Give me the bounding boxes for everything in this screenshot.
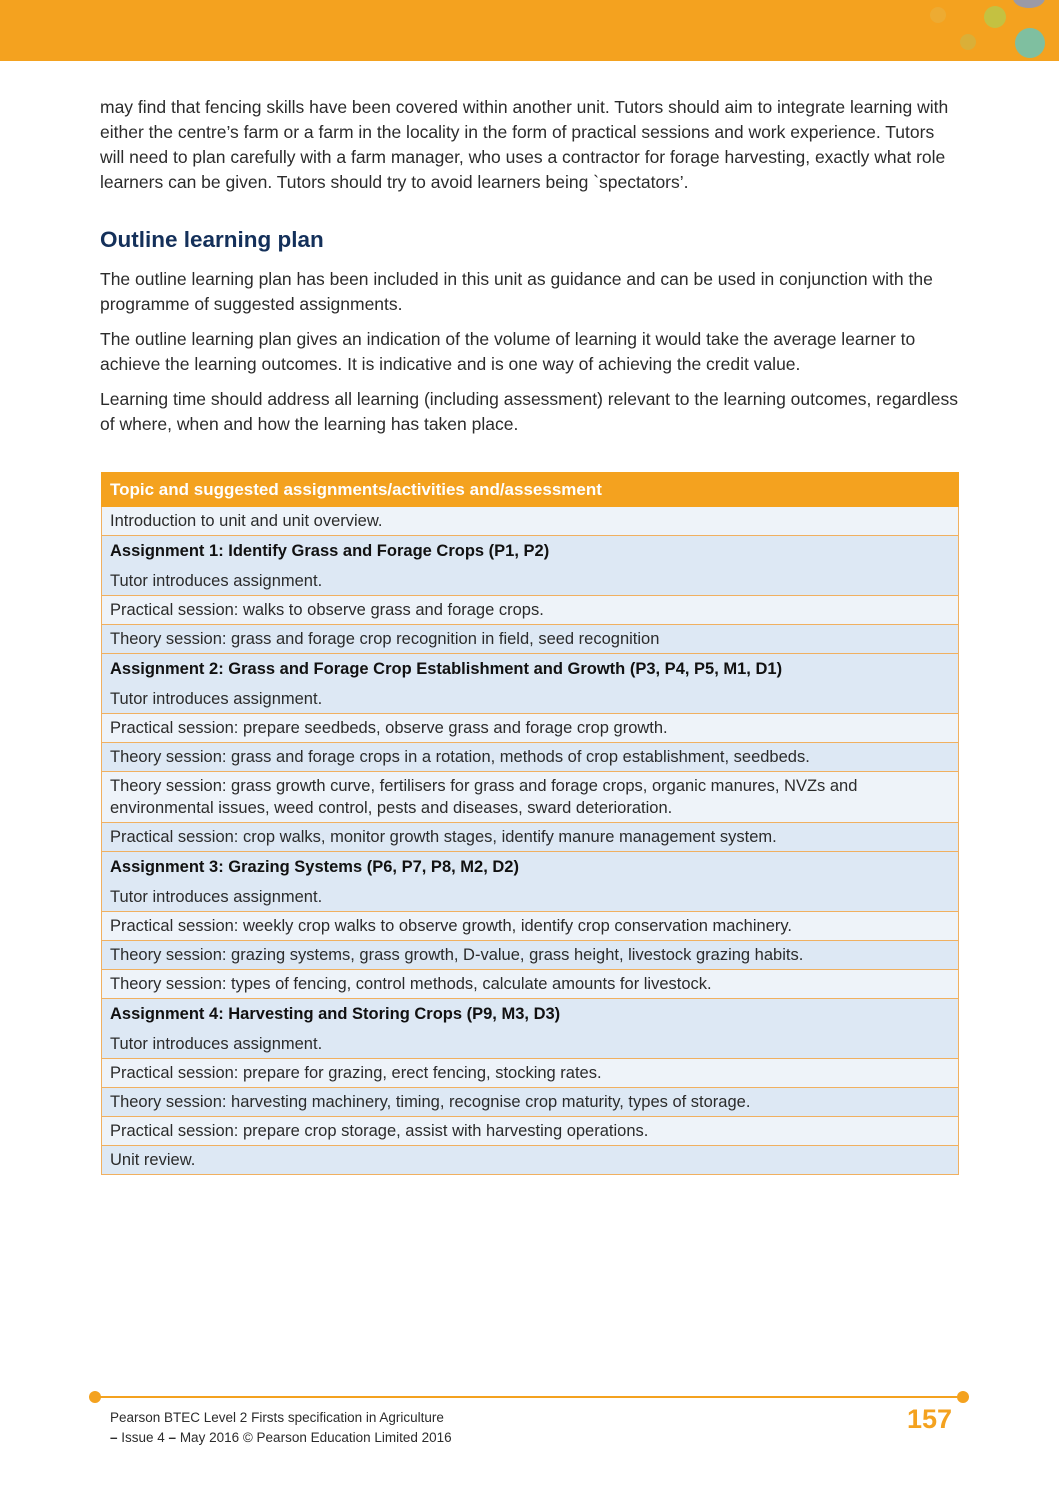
table-header-row (102, 473, 959, 507)
table-cell: Introduction to unit and unit overview. (102, 507, 959, 536)
footer-rule-dot-right (957, 1391, 969, 1403)
assignment-title: Assignment 4: Harvesting and Storing Crops (P9, M3, D3) (102, 999, 959, 1032)
assignment-intro: Tutor introduces assignment. (102, 1031, 959, 1059)
table-row (102, 714, 959, 743)
table-cell: Practical session: crop walks, monitor growth stages, identify manure management system. (102, 823, 959, 852)
paragraph-3: Learning time should address all learning (including assessment) relevant to the learning outcomes, regardless of where, when and how the learning has taken place. (100, 389, 958, 434)
assignment-row (102, 536, 959, 569)
assignment-intro: Tutor introduces assignment. (102, 568, 959, 596)
table-cell: Theory session: grazing systems, grass growth, D-value, grass height, livestock grazing habits. (102, 941, 959, 970)
table-row (102, 970, 959, 999)
main-content (100, 95, 960, 437)
footer-citation (110, 1408, 452, 1448)
table-cell: Theory session: types of fencing, control methods, calculate amounts for livestock. (102, 970, 959, 999)
decorative-dot-green (984, 6, 1006, 28)
table-row (102, 743, 959, 772)
table-cell: Practical session: prepare seedbeds, observe grass and forage crop growth. (102, 714, 959, 743)
table-cell: Theory session: grass and forage crops in a rotation, methods of crop establishment, seedbeds. (102, 743, 959, 772)
table-cell: Practical session: weekly crop walks to observe growth, identify crop conservation machinery. (102, 912, 959, 941)
table-row (102, 596, 959, 625)
table-row (102, 1117, 959, 1146)
table-row (102, 772, 959, 823)
assignment-intro: Tutor introduces assignment. (102, 686, 959, 714)
table-cell: Unit review. (102, 1146, 959, 1175)
table-cell: Practical session: walks to observe grass and forage crops. (102, 596, 959, 625)
footer-rule (95, 1396, 963, 1398)
table-header-cell: Topic and suggested assignments/activities and/assessment (102, 473, 959, 507)
footer-dash: – (110, 1430, 118, 1445)
decorative-dot-faint (930, 7, 946, 23)
table-cell: Theory session: harvesting machinery, timing, recognise crop maturity, types of storage. (102, 1088, 959, 1117)
table-cell: Practical session: prepare crop storage, assist with harvesting operations. (102, 1117, 959, 1146)
page-number: 157 (906, 1404, 952, 1434)
table-row (102, 1146, 959, 1175)
footer-dash-2: – (168, 1430, 177, 1445)
assignment-row (102, 852, 959, 885)
assignment-title: Assignment 2: Grass and Forage Crop Establishment and Growth (P3, P4, P5, M1, D1) (102, 654, 959, 687)
assignment-row (102, 999, 959, 1032)
table-cell: Theory session: grass and forage crop recognition in field, seed recognition (102, 625, 959, 654)
table-body (102, 507, 959, 1175)
table-row (102, 625, 959, 654)
footer-issue: Issue 4 (117, 1430, 169, 1445)
assignment-title: Assignment 3: Grazing Systems (P6, P7, P8, M2, D2) (102, 852, 959, 885)
section-heading: Outline learning plan (100, 227, 324, 252)
table-cell: Theory session: grass growth curve, fertilisers for grass and forage crops, organic manures, NVZs and environmental issues, weed control, pests and diseases, sward deterioration. (102, 772, 959, 823)
decorative-dot-teal (1015, 28, 1045, 58)
assignment-intro-row (102, 1031, 959, 1059)
table-row (102, 1088, 959, 1117)
footer-date: May 2016 © Pearson Education Limited 2016 (176, 1430, 452, 1445)
assignment-intro: Tutor introduces assignment. (102, 884, 959, 912)
paragraph-1: The outline learning plan has been included in this unit as guidance and can be used in conjunction with the programme of suggested assignments. (100, 269, 933, 314)
table-row (102, 912, 959, 941)
assignment-row (102, 654, 959, 687)
assignment-title: Assignment 1: Identify Grass and Forage Crops (P1, P2) (102, 536, 959, 569)
table-row (102, 1059, 959, 1088)
footer-rule-dot-left (89, 1391, 101, 1403)
table-row (102, 941, 959, 970)
paragraph-2: The outline learning plan gives an indication of the volume of learning it would take the average learner to achieve the learning outcomes. It is indicative and is one way of achieving the credit value. (100, 329, 916, 374)
header-band (0, 0, 1059, 61)
decorative-dot-grey (1013, 0, 1045, 8)
table-cell: Practical session: prepare for grazing, erect fencing, stocking rates. (102, 1059, 959, 1088)
assignment-intro-row (102, 884, 959, 912)
learning-plan-table (101, 472, 959, 1175)
table-row (102, 507, 959, 536)
decorative-dot-faint-2 (960, 34, 976, 50)
footer-line-1: Pearson BTEC Level 2 Firsts specification in Agriculture (110, 1410, 444, 1425)
assignment-intro-row (102, 568, 959, 596)
assignment-intro-row (102, 686, 959, 714)
intro-paragraph: may find that fencing skills have been covered within another unit. Tutors should aim to integrate learning with either the centre’s farm or a farm in the locality in the form of practical sessions and work experience. Tutors will need to plan carefully with a farm manager, who uses a contractor for forage harvesting, exactly what role learners can be given. Tutors should try to avoid learners being `spectators’. (100, 97, 949, 192)
footer-line-2 (110, 1428, 452, 1448)
table-row (102, 823, 959, 852)
